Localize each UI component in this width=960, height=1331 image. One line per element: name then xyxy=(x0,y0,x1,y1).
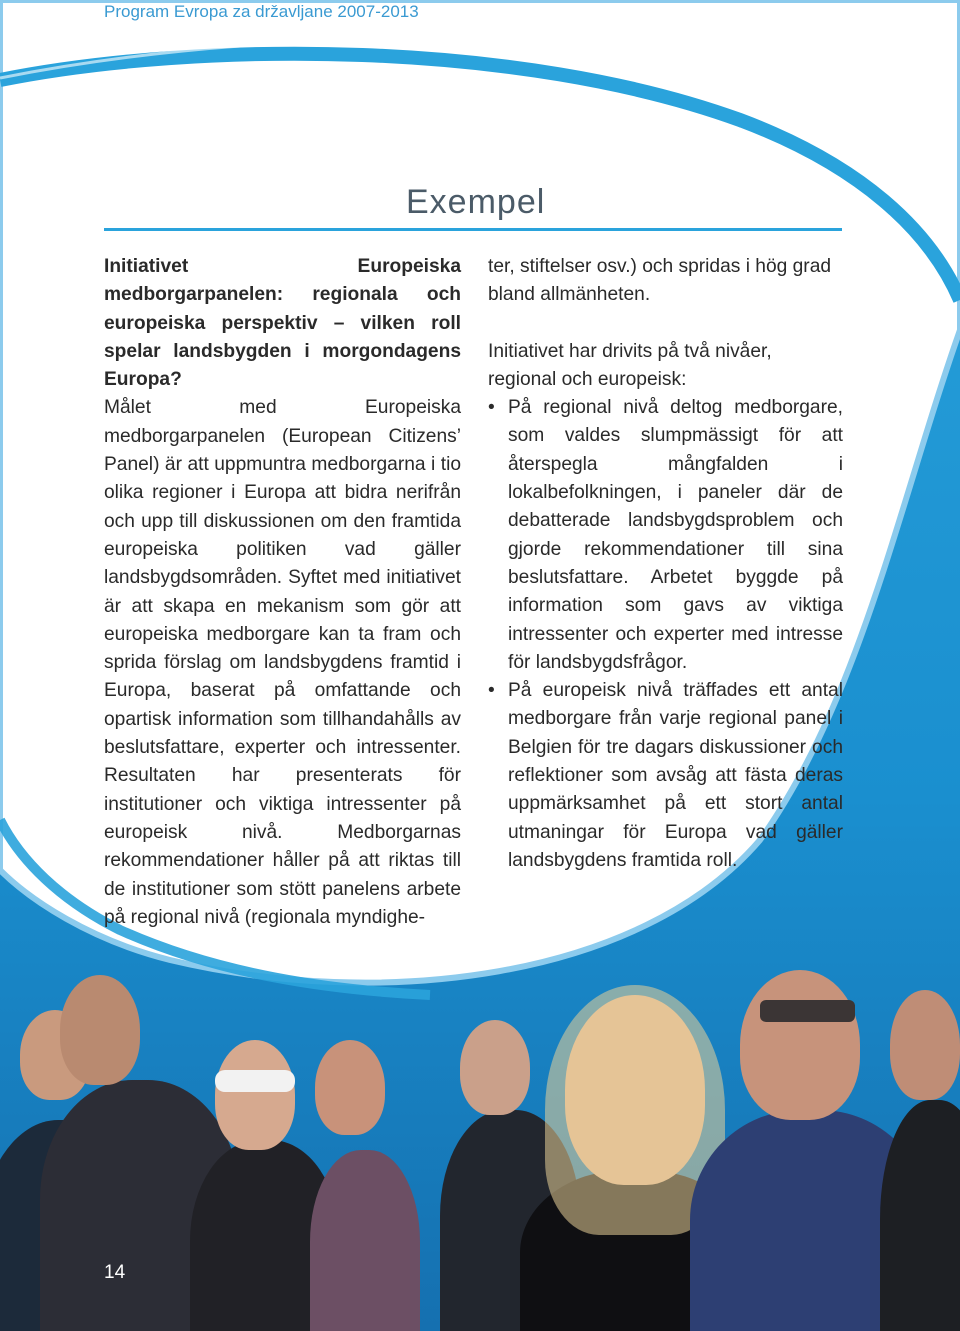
running-title: Program Evropa za državljane 2007-2013 xyxy=(104,2,419,21)
section-label: Exempel xyxy=(406,183,546,221)
left-column xyxy=(104,253,461,932)
right-column xyxy=(488,253,843,875)
intro-paragraph: Initiativet har drivits på två nivåer, regional och europeisk: xyxy=(488,340,772,390)
continuation-paragraph: ter, stiftelser osv.) och spridas i hög grad bland allmänheten. xyxy=(488,256,832,306)
body-paragraph: Målet med Europeiska medborgarpanelen (European Citizens’ Panel) är att uppmuntra medborgarna i tio olika regioner i Europa att bidra nerifrån och upp till diskussionen om den framtida europeiska politiken vad gäller landsbygdsområden. Syftet med initiativet är att skapa en mekanism som gör att europeiska medborgare kan ta fram och sprida förslag om landsbygdens framtid i Europa, baserat på omfattande och opartisk information som tillhandahålls av beslutsfattare, experter och intressenter. Resultaten har presenterats för institutioner och viktiga intressenter på europeisk nivå. Medborgarnas rekommendationer håller på att riktas till de institutioner som stött panelens arbete på regional nivå (regionala myndighe- xyxy=(104,397,461,928)
section-rule xyxy=(104,228,842,231)
list-item: • På regional nivå deltog medborgare, som valdes slumpmässigt för att återspegla mångfalden i lokalbefolkningen, i paneler där de debatterade landsbygdsproblem och gjorde rekommendationer till sina beslutsfattare. Arbetet byggde på information som gavs av viktiga intressenter och experter med intresse för landsbygdsfrågor. xyxy=(488,394,843,677)
list-item: • På europeisk nivå träffades ett antal medborgare från varje regional panel i Belgien för tre dagars diskussioner och reflektioner som avsåg att fästa deras uppmärksamhet på ett stort antal utmaningar för Europa vad gäller landsbygdens framtida roll. xyxy=(488,677,843,875)
page-number: 14 xyxy=(104,1262,126,1283)
bullet-list xyxy=(488,394,843,875)
lead-heading: Initiativet Europeiska medborgarpanelen: regionala och europeiska perspektiv – vilken roll spelar landsbygden i morgondagens Europa? xyxy=(104,256,461,391)
